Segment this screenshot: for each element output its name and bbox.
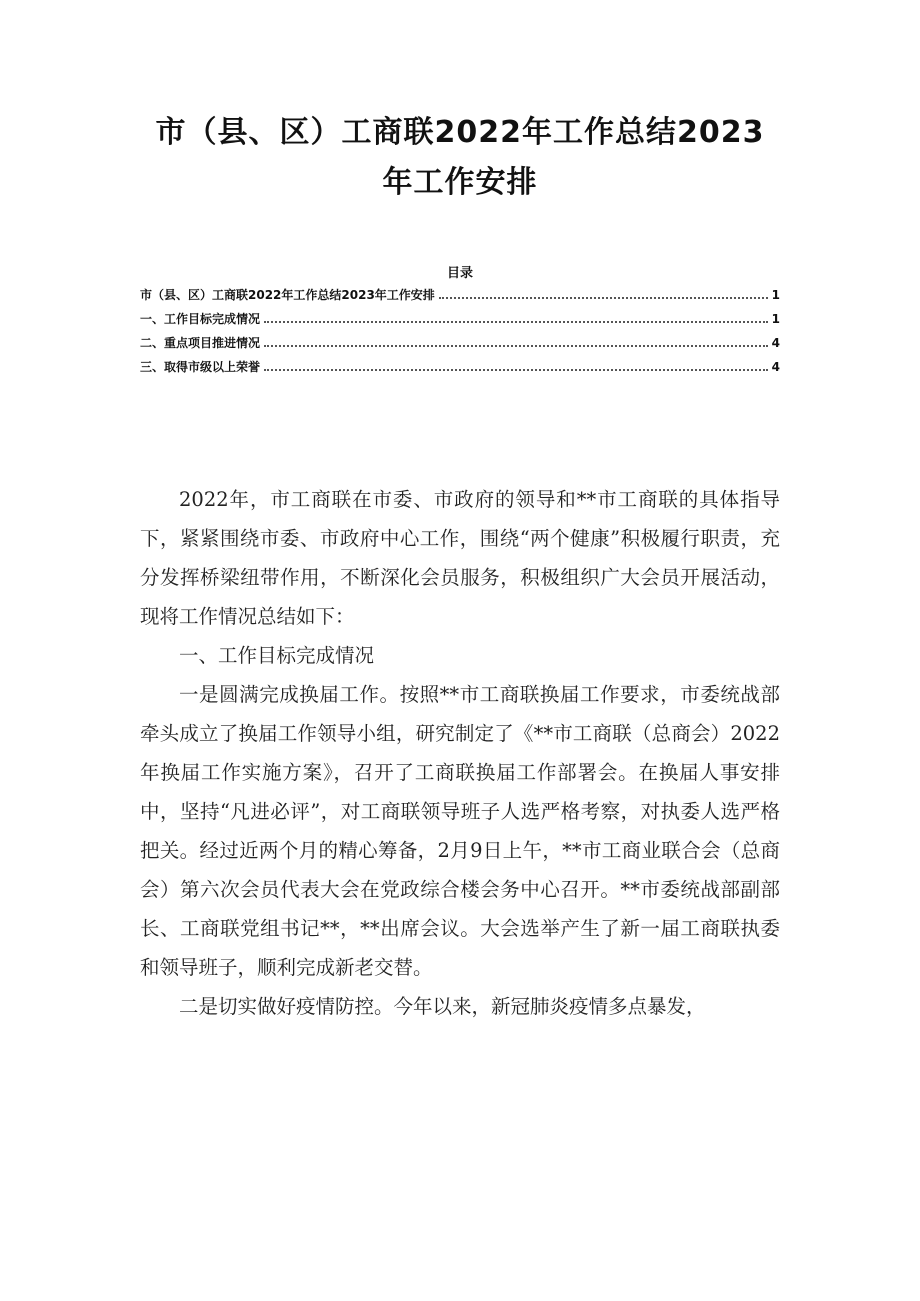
toc-entry-page: 4: [771, 360, 780, 374]
toc-leader-dots: [439, 288, 768, 299]
toc-leader-dots: [264, 312, 768, 323]
title-line-1: 市（县、区）工商联2022年工作总结2023: [155, 115, 765, 150]
body-paragraph: 一是圆满完成换届工作。按照**市工商联换届工作要求，市委统战部牵头成立了换届工作领导小组，研究制定了《**市工商联（总商会）2022年换届工作实施方案》，召开了工商联换届工作部署会。在换届人事安排中，坚持“凡进必评”，对工商联领导班子人选严格考察，对执委人选严格把关。经过近两个月的精心筹备，2月9日上午，**市工商业联合会（总商会）第六次会员代表大会在党政综合楼会务中心召开。**市委统战部副部长、工商联党组书记**，**出席会议。大会选举产生了新一届工商联执委和领导班子，顺利完成新老交替。: [140, 683, 780, 979]
toc-entry[interactable]: [140, 334, 780, 358]
intro-paragraph: 2022年，市工商联在市委、市政府的领导和**市工商联的具体指导下，紧紧围绕市委、市政府中心工作，围绕“两个健康”积极履行职责，充分发挥桥梁纽带作用，不断深化会员服务，积极组织广大会员开展活动，现将工作情况总结如下：: [140, 488, 780, 628]
toc-entry-page: 4: [771, 336, 780, 350]
toc-entry-label: 市（县、区）工商联2022年工作总结2023年工作安排: [140, 288, 435, 302]
toc-entry-page: 1: [771, 288, 780, 302]
toc-entry[interactable]: [140, 358, 780, 382]
toc-entry-page: 1: [771, 312, 780, 326]
toc-entry-label: 二、重点项目推进情况: [140, 336, 261, 350]
toc-leader-dots: [264, 360, 768, 371]
body-paragraph: 二是切实做好疫情防控。今年以来，新冠肺炎疫情多点暴发，: [179, 995, 706, 1018]
document-body: [140, 480, 780, 1026]
toc-entry-label: 一、工作目标完成情况: [140, 312, 261, 326]
toc-leader-dots: [264, 336, 768, 347]
toc-entry-label: 三、取得市级以上荣誉: [140, 360, 261, 374]
toc-heading: 目录: [446, 266, 473, 281]
section-heading: 一、工作目标完成情况: [179, 644, 375, 667]
toc-entry[interactable]: [140, 310, 780, 334]
document-title: [120, 108, 800, 208]
title-line-2: 年工作安排: [382, 165, 538, 200]
table-of-contents: [140, 286, 780, 382]
toc-entry[interactable]: [140, 286, 780, 310]
